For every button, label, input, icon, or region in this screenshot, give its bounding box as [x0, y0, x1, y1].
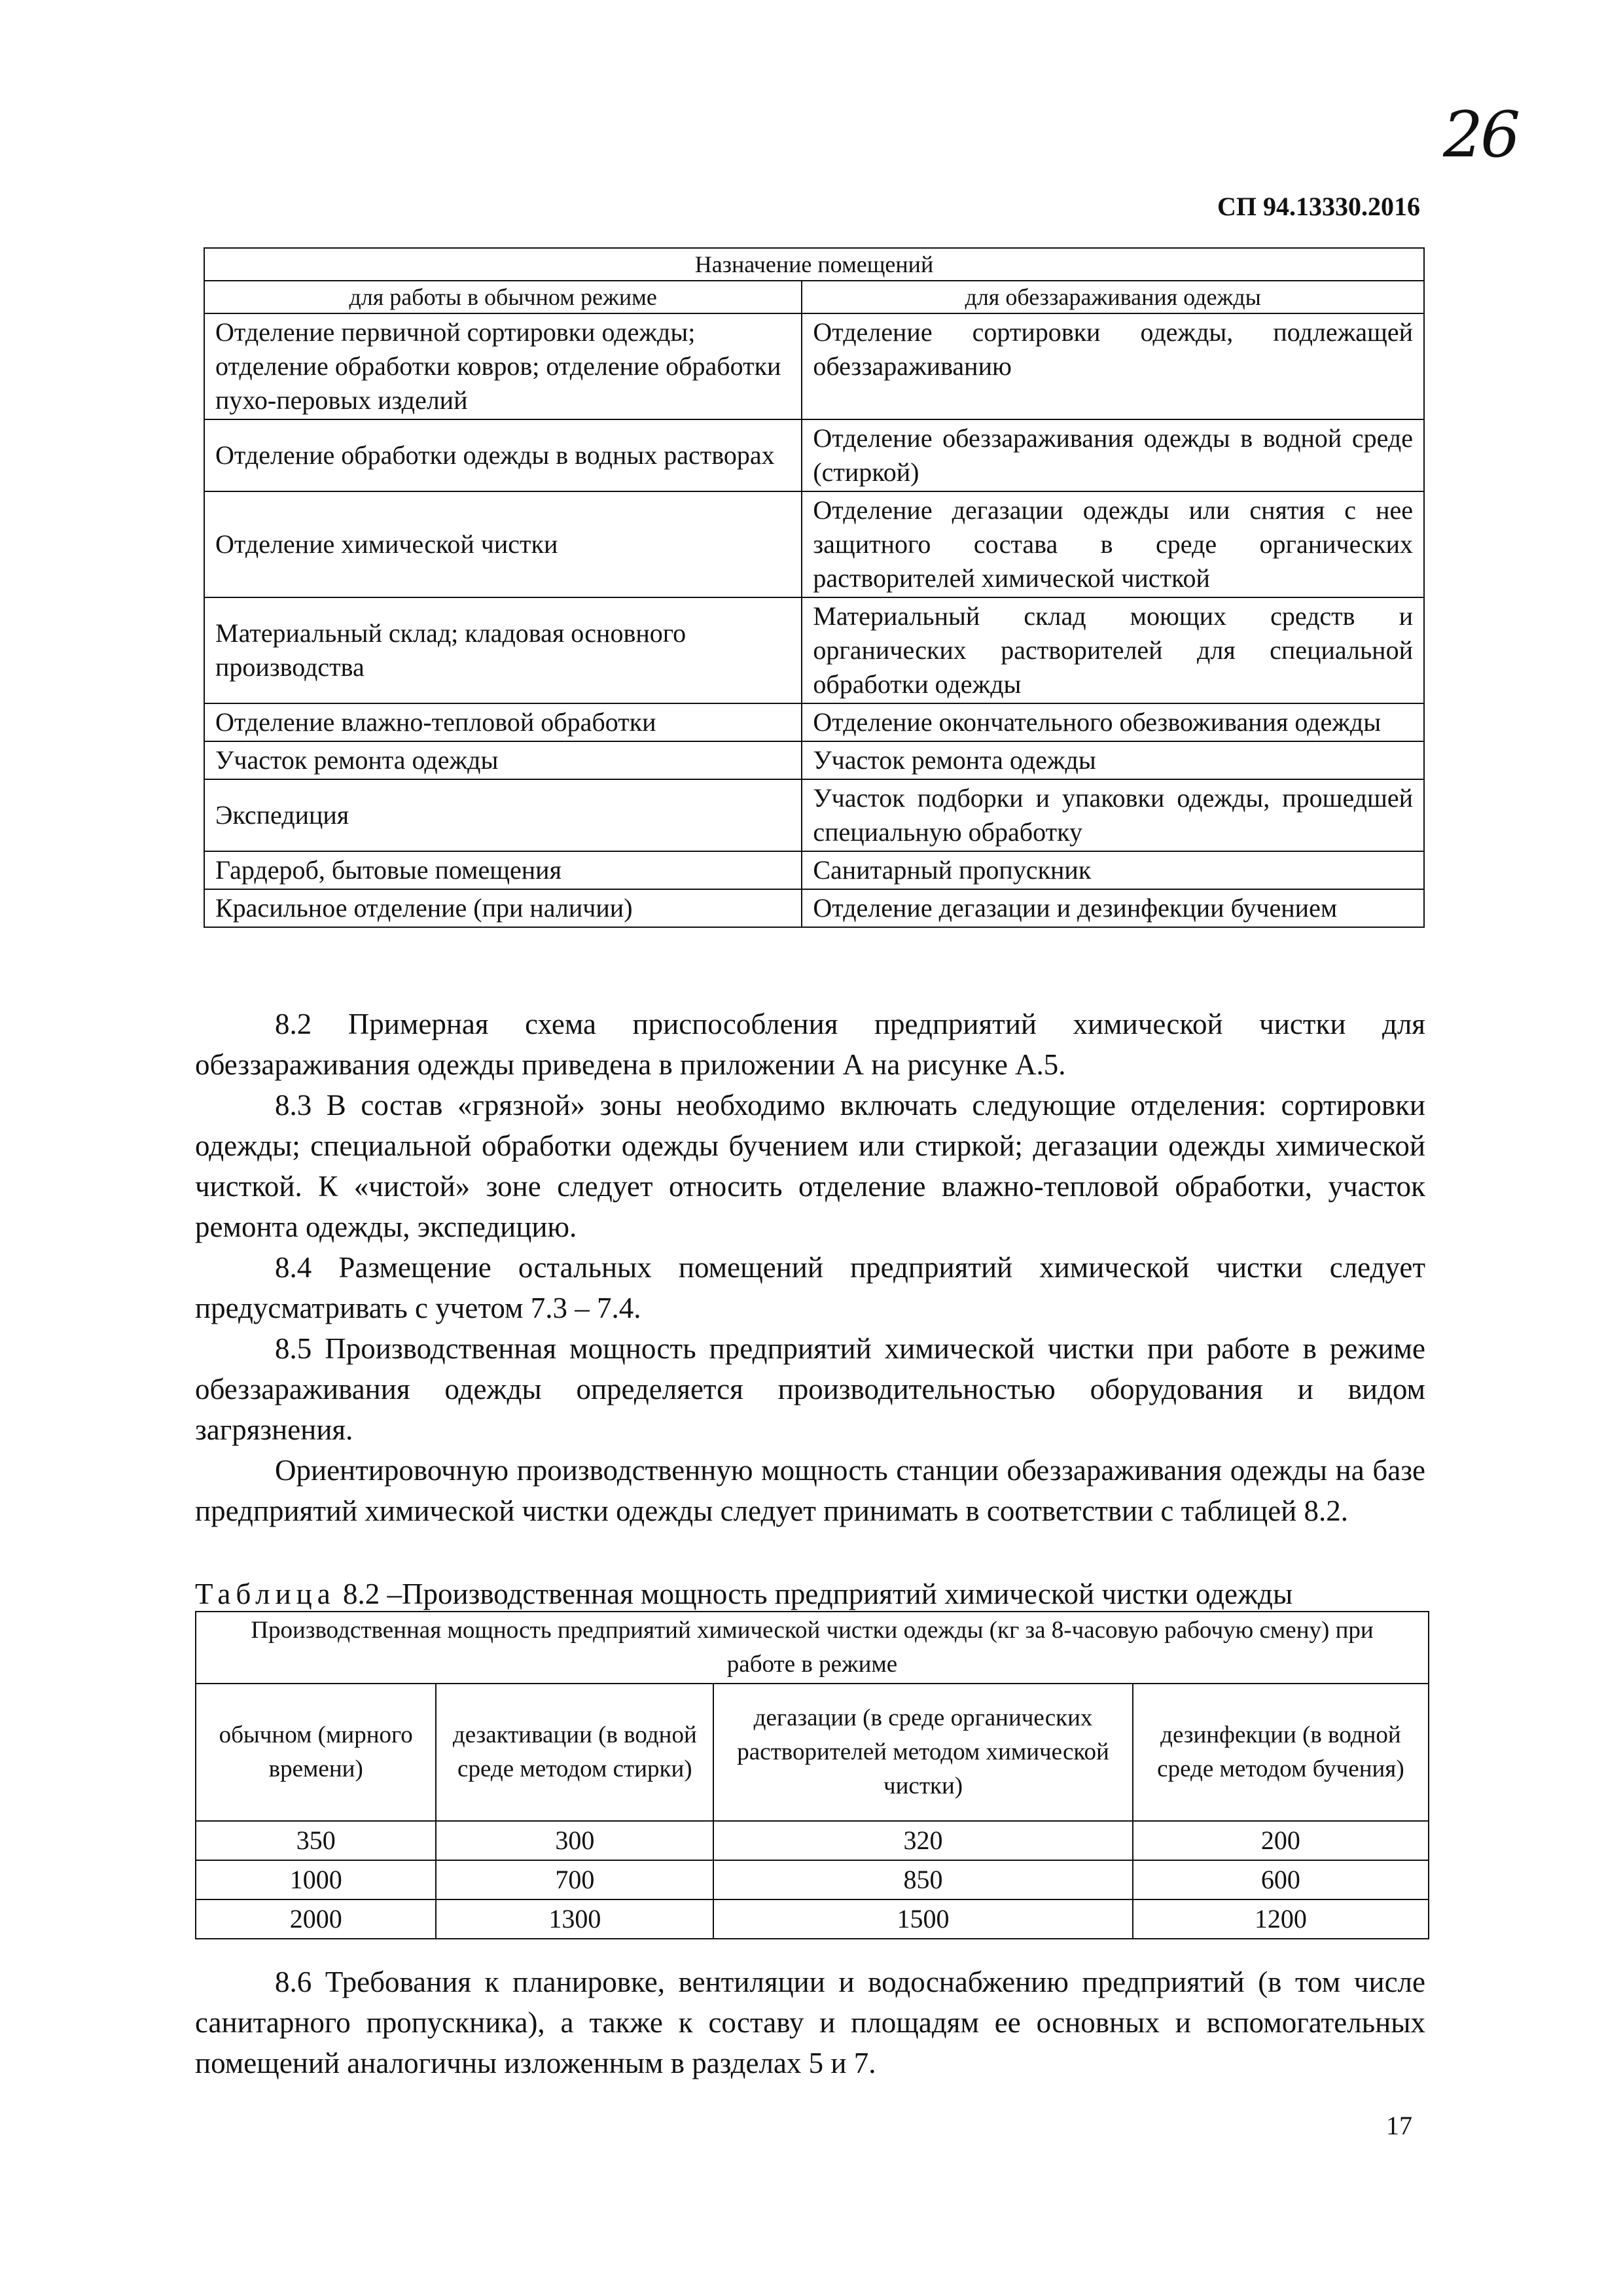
table-cell: Отделение обработки одежды в водных растворах [204, 419, 802, 491]
table-cell: 850 [713, 1860, 1133, 1899]
premises-table-header-row [204, 248, 1424, 281]
table-cell: Участок ремонта одежды [204, 741, 802, 779]
column-header-decontamination: дезактивации (в водной среде методом стирки) [436, 1684, 713, 1821]
document-code: СП 94.13330.2016 [1217, 192, 1420, 221]
table-row [204, 851, 1424, 889]
handwritten-page-number: 26 [1443, 98, 1518, 171]
table-cell: Отделение химической чистки [204, 491, 802, 597]
premises-table-subheader-row [204, 281, 1424, 313]
table-cell: Участок подборки и упаковки одежды, прошедшей специальную обработку [802, 779, 1424, 851]
table-cell: Отделение дегазации одежды или снятия с нее защитного состава в среде органических растворителей химической чисткой [802, 491, 1424, 597]
table-cell: 1500 [713, 1899, 1133, 1939]
table-row [196, 1821, 1429, 1860]
table-row [196, 1899, 1429, 1939]
table-cell: 1300 [436, 1899, 713, 1939]
table-row [204, 889, 1424, 927]
table-row [204, 597, 1424, 703]
table-cell: 700 [436, 1860, 713, 1899]
paragraph-8-5: 8.5 Производственная мощность предприятий химической чистки при работе в режиме обеззараживания одежды определяется производительностью оборудования и видом загрязнения. [195, 1332, 1425, 1446]
paragraph-8-4: 8.4 Размещение остальных помещений предприятий химической чистки следует предусматривать с учетом 7.3 – 7.4. [195, 1251, 1425, 1324]
table-cell: 350 [196, 1821, 436, 1860]
table-cell: Отделение первичной сортировки одежды; отделение обработки ковров; отделение обработки пухо-перовых изделий [204, 313, 802, 419]
table-cell: 1200 [1133, 1899, 1429, 1939]
table-caption [195, 1576, 1432, 1612]
table-caption-title: 8.2 –Производственная мощность предприятий химической чистки одежды [335, 1578, 1293, 1610]
table-row [204, 419, 1424, 491]
table-cell: 1000 [196, 1860, 436, 1899]
table-cell: Санитарный пропускник [802, 851, 1424, 889]
table-cell: Отделение влажно-тепловой обработки [204, 703, 802, 741]
table-caption-label: Таблица [195, 1578, 336, 1610]
table-cell: 200 [1133, 1821, 1429, 1860]
table-cell: Отделение окончательного обезвоживания одежды [802, 703, 1424, 741]
premises-table-header: Назначение помещений [204, 248, 1424, 281]
table-row [204, 741, 1424, 779]
paragraph-8-2: 8.2 Примерная схема приспособления предприятий химической чистки для обеззараживания одежды приведена в приложении А на рисунке А.5. [195, 1008, 1425, 1081]
table-row [196, 1860, 1429, 1899]
table-cell: Красильное отделение (при наличии) [204, 889, 802, 927]
table-cell: Отделение дегазации и дезинфекции бучением [802, 889, 1424, 927]
table-cell: Материальный склад; кладовая основного производства [204, 597, 802, 703]
table-cell: Отделение обеззараживания одежды в водной среде (стиркой) [802, 419, 1424, 491]
table-cell: 320 [713, 1821, 1133, 1860]
column-header-normal-mode: для работы в обычном режиме [204, 281, 802, 313]
table-row [204, 313, 1424, 419]
table-cell: Участок ремонта одежды [802, 741, 1424, 779]
table-cell: Гардероб, бытовые помещения [204, 851, 802, 889]
table-cell: 600 [1133, 1860, 1429, 1899]
table-cell: Отделение сортировки одежды, подлежащей обеззараживанию [802, 313, 1424, 419]
table-row [204, 491, 1424, 597]
column-header-degassing: дегазации (в среде органических растворителей методом химической чистки) [713, 1684, 1133, 1821]
premises-table [204, 247, 1425, 928]
column-header-normal: обычном (мирного времени) [196, 1684, 436, 1821]
paragraph-8-3: 8.3 В состав «грязной» зоны необходимо включать следующие отделения: сортировки одежды; специальной обработки одежды бучением или стиркой; дегазации одежды химической чисткой. К «чистой» зоне следует относить отделение влажно-тепловой обработки, участок ремонта одежды, экспедицию. [195, 1089, 1425, 1243]
paragraph-8-5-continued: Ориентировочную производственную мощность станции обеззараживания одежды на базе предприятий химической чистки одежды следует принимать в соответствии с таблицей 8.2. [195, 1454, 1425, 1527]
table-cell: 2000 [196, 1899, 436, 1939]
page-number: 17 [1386, 2111, 1412, 2140]
table-row [204, 779, 1424, 851]
table-cell: Материальный склад моющих средств и органических растворителей для специальной обработки одежды [802, 597, 1424, 703]
capacity-table-columns-row [196, 1684, 1429, 1821]
column-header-disinfection: для обеззараживания одежды [802, 281, 1424, 313]
table-cell: 300 [436, 1821, 713, 1860]
column-header-disinfection: дезинфекции (в водной среде методом бучения) [1133, 1684, 1429, 1821]
paragraph-8-6: 8.6 Требования к планировке, вентиляции и водоснабжению предприятий (в том числе санитарного пропускника), а также к составу и площадям ее основных и вспомогательных помещений аналогичны изложенным в разделах 5 и 7. [195, 1966, 1425, 2079]
capacity-table-header-row [196, 1612, 1429, 1684]
table-row [204, 703, 1424, 741]
capacity-table [195, 1611, 1429, 1939]
table-cell: Экспедиция [204, 779, 802, 851]
capacity-table-header: Производственная мощность предприятий химической чистки одежды (кг за 8-часовую рабочую смену) при работе в режиме [196, 1612, 1429, 1684]
